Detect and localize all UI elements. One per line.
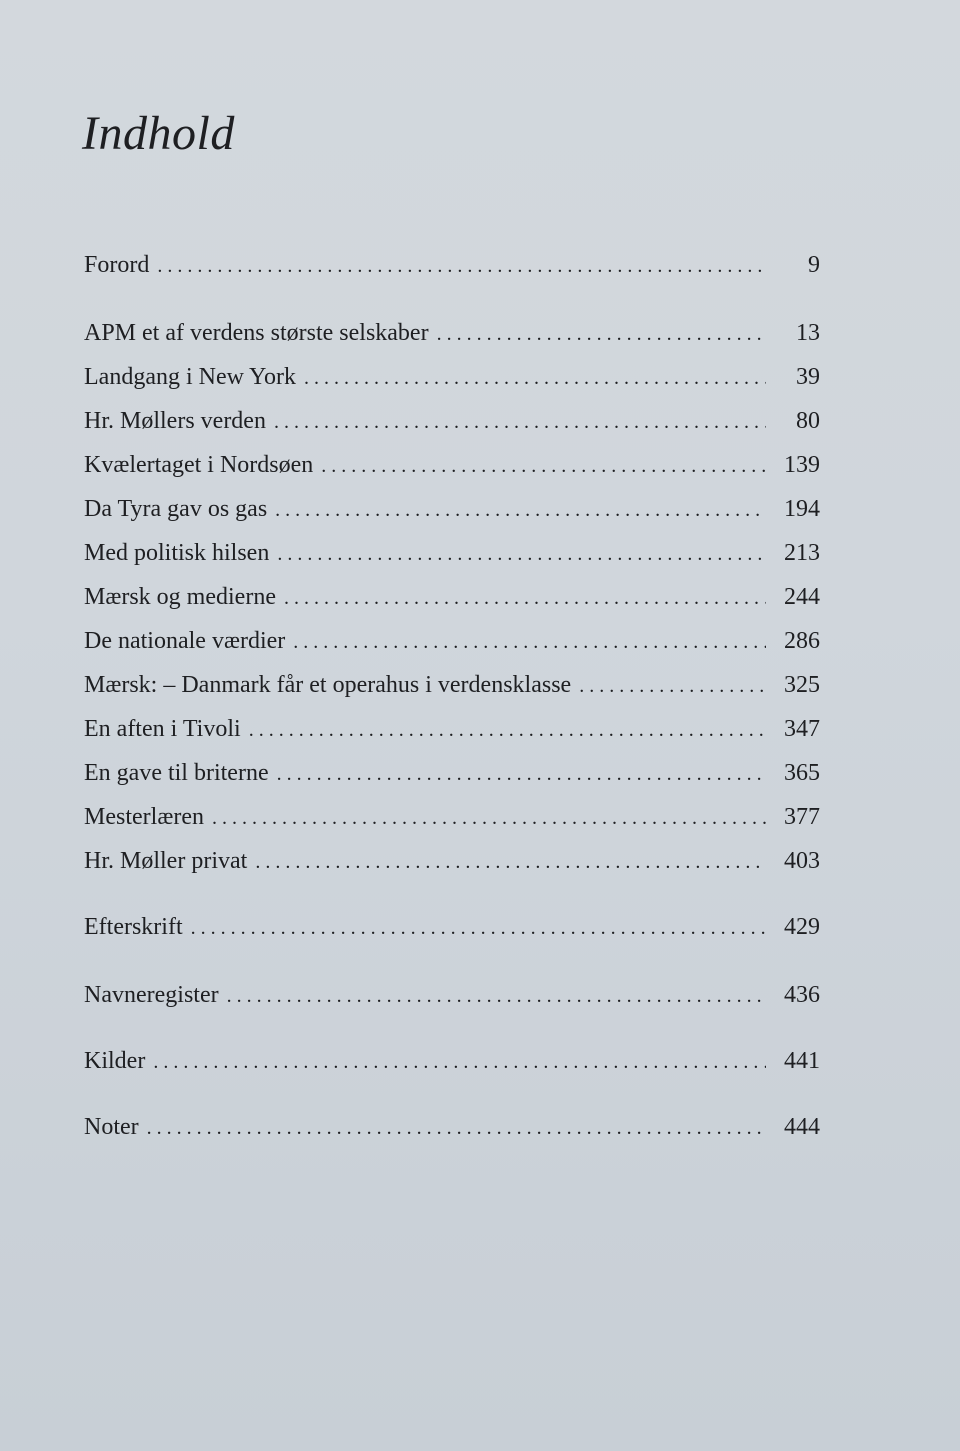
toc-entry-title: Hr. Møller privat	[84, 848, 248, 874]
dot-leader	[437, 319, 766, 349]
dot-leader	[304, 363, 766, 393]
toc-page-number: 444	[784, 1114, 820, 1140]
toc-entry-title: Kvælertaget i Nordsøen	[84, 452, 314, 478]
toc-entry-title: Da Tyra gav os gas	[84, 496, 268, 522]
toc-entry-title: Noter	[84, 1114, 139, 1140]
toc-entry	[84, 406, 820, 436]
toc-entry-title: Mesterlæren	[84, 804, 204, 830]
toc-entry-title: Mærsk og medierne	[84, 584, 276, 610]
toc-page-number: 139	[784, 452, 820, 478]
toc-entry	[84, 1046, 820, 1076]
toc-entry	[84, 538, 820, 568]
dot-leader	[227, 981, 766, 1011]
toc-entry-title: Landgang i New York	[84, 364, 296, 390]
toc-entry	[84, 846, 820, 876]
toc-page-number: 9	[808, 252, 820, 278]
dot-leader	[147, 1113, 766, 1143]
toc-entry-title: De nationale værdier	[84, 628, 286, 654]
toc-entry-title: Mærsk: – Danmark får et operahus i verdensklasse	[84, 672, 572, 698]
toc-entry	[84, 714, 820, 744]
toc-entry-title: Forord	[84, 252, 150, 278]
toc-entry-title: Med politisk hilsen	[84, 540, 270, 566]
toc-entry-title: En aften i Tivoli	[84, 716, 241, 742]
dot-leader	[157, 251, 766, 281]
toc-page-number: 244	[784, 584, 820, 610]
toc-entry-title: En gave til briterne	[84, 760, 269, 786]
toc-entry	[84, 980, 820, 1010]
dot-leader	[579, 671, 766, 701]
dot-leader	[249, 715, 766, 745]
toc-entry-title: Navneregister	[84, 982, 219, 1008]
dot-leader	[274, 407, 766, 437]
toc-entry	[84, 362, 820, 392]
toc-page-number: 441	[784, 1048, 820, 1074]
toc-page-number: 80	[796, 408, 820, 434]
toc-page-number: 403	[784, 848, 820, 874]
page-title: Indhold	[82, 107, 235, 160]
toc-entry-title: APM et af verdens største selskaber	[84, 320, 429, 346]
dot-leader	[275, 495, 766, 525]
toc-entry	[84, 1112, 820, 1142]
toc-page-number: 39	[796, 364, 820, 390]
dot-leader	[277, 539, 766, 569]
toc-page-number: 194	[784, 496, 820, 522]
toc-entry	[84, 802, 820, 832]
dot-leader	[293, 627, 766, 657]
toc-entry	[84, 450, 820, 480]
toc-page-number: 436	[784, 982, 820, 1008]
toc-entry	[84, 912, 820, 942]
toc-entry	[84, 670, 820, 700]
dot-leader	[212, 803, 766, 833]
toc-entry	[84, 582, 820, 612]
toc-page-number: 365	[784, 760, 820, 786]
dot-leader	[153, 1047, 766, 1077]
toc-entry	[84, 318, 820, 348]
toc-entry-title: Kilder	[84, 1048, 146, 1074]
toc-page-number: 377	[784, 804, 820, 830]
dot-leader	[255, 847, 766, 877]
toc-entry	[84, 626, 820, 656]
dot-leader	[277, 759, 766, 789]
toc-entry	[84, 494, 820, 524]
toc-page-number: 347	[784, 716, 820, 742]
toc-page-number: 325	[784, 672, 820, 698]
toc-page-number: 13	[796, 320, 820, 346]
toc-entry-title: Efterskrift	[84, 914, 183, 940]
toc-page-number: 286	[784, 628, 820, 654]
dot-leader	[191, 913, 766, 943]
toc-page-number: 213	[784, 540, 820, 566]
toc-entry	[84, 250, 820, 280]
dot-leader	[284, 583, 766, 613]
toc-page-number: 429	[784, 914, 820, 940]
toc-entry-title: Hr. Møllers verden	[84, 408, 266, 434]
dot-leader	[321, 451, 766, 481]
toc-entry	[84, 758, 820, 788]
